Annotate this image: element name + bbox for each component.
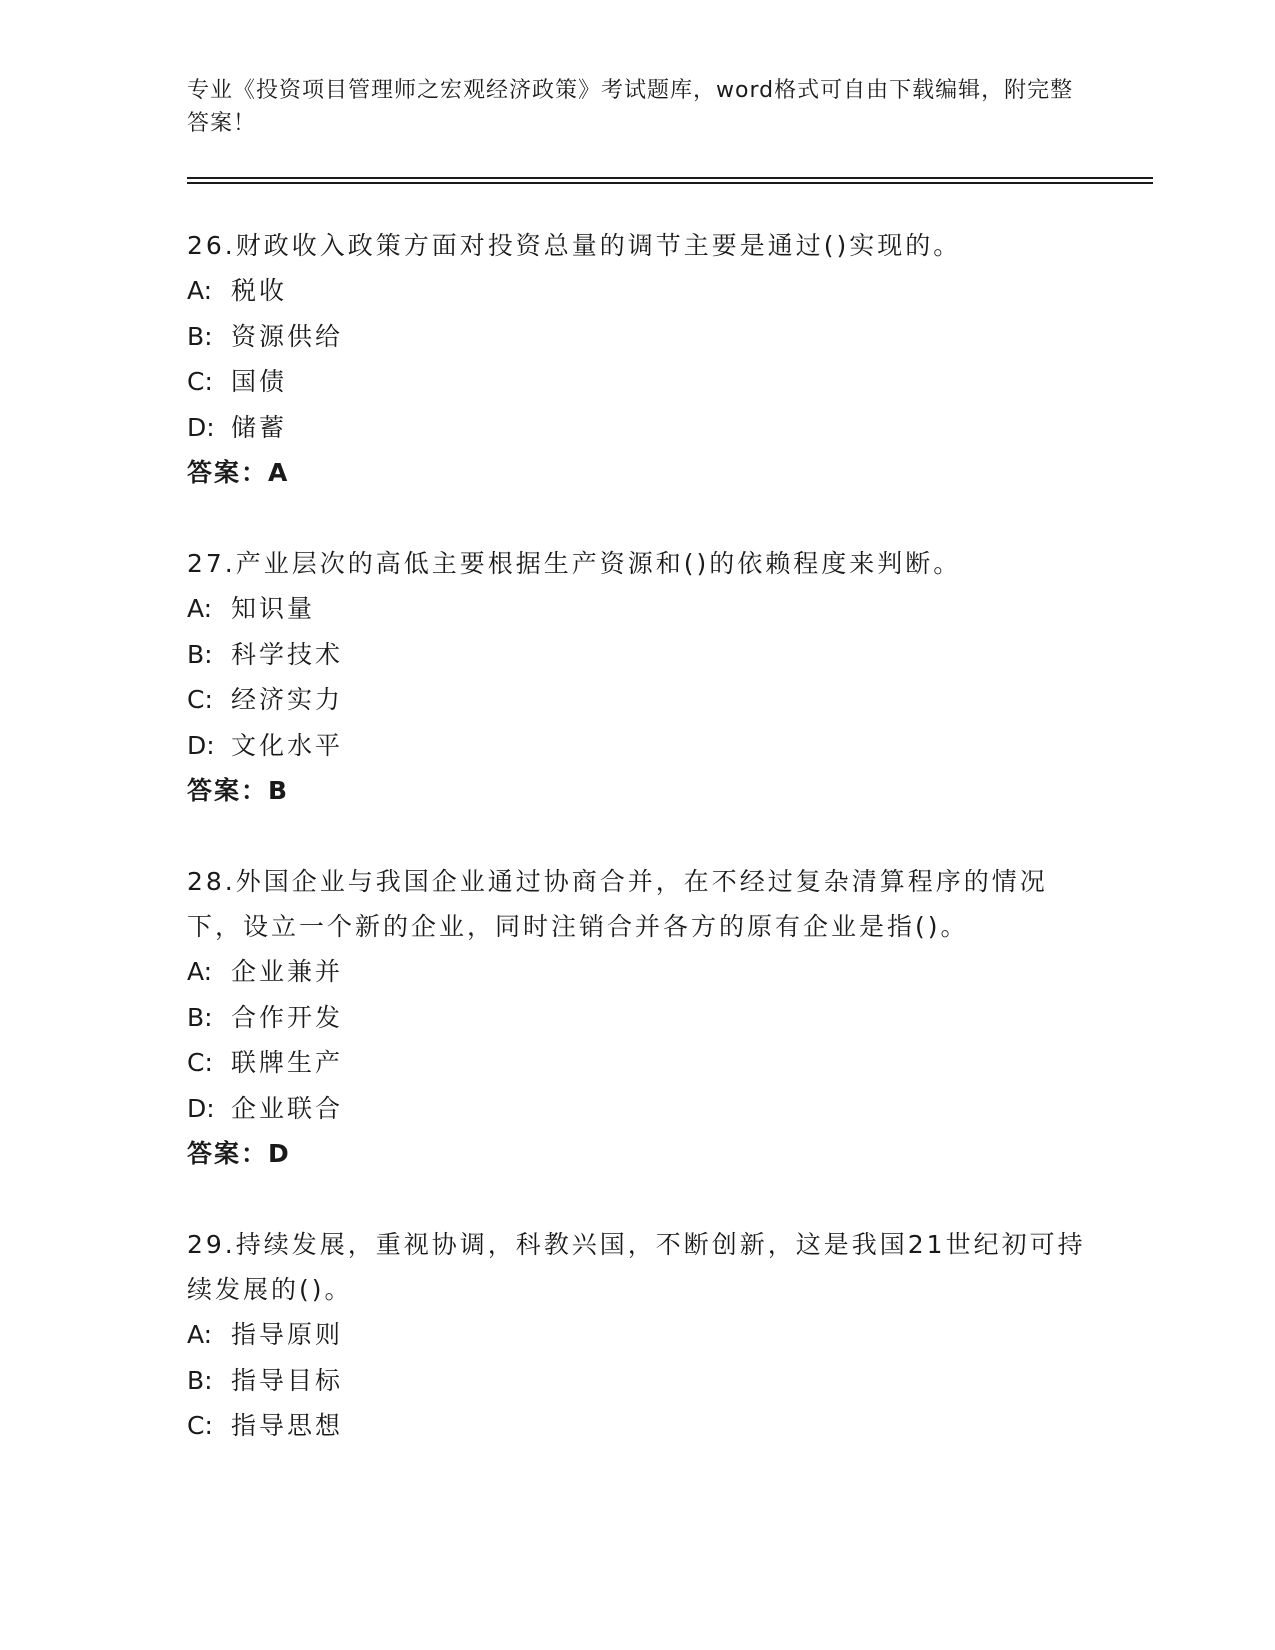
question-stem: 26.财政收入政策方面对投资总量的调节主要是通过()实现的。 bbox=[187, 231, 962, 260]
option-d bbox=[187, 405, 1087, 451]
option-key: C: bbox=[187, 1048, 213, 1077]
option-key: A: bbox=[187, 957, 213, 986]
option-key: C: bbox=[187, 367, 213, 396]
option-key: B: bbox=[187, 639, 213, 669]
option-key: C: bbox=[187, 1411, 213, 1440]
option-key: B: bbox=[187, 1002, 213, 1032]
option-c bbox=[187, 1403, 1087, 1449]
option-text: 合作开发 bbox=[231, 1002, 344, 1032]
option-text: 企业联合 bbox=[231, 1093, 344, 1123]
question-26 bbox=[187, 223, 1087, 496]
option-a bbox=[187, 586, 1087, 632]
option-text: 知识量 bbox=[231, 594, 316, 623]
header-divider-bottom bbox=[187, 182, 1153, 184]
option-c bbox=[187, 359, 1087, 405]
question-stem: 27.产业层次的高低主要根据生产资源和()的依赖程度来判断。 bbox=[187, 549, 962, 578]
option-b bbox=[187, 632, 1087, 678]
option-text: 国债 bbox=[231, 367, 288, 396]
option-text: 科学技术 bbox=[231, 639, 344, 669]
option-c bbox=[187, 677, 1087, 723]
option-key: B: bbox=[187, 1365, 213, 1395]
question-stem: 29.持续发展，重视协调，科教兴国，不断创新，这是我国21世纪初可持续发展的()。 bbox=[187, 1230, 1086, 1304]
question-27 bbox=[187, 541, 1087, 814]
option-text: 储蓄 bbox=[231, 412, 288, 442]
option-a bbox=[187, 268, 1087, 314]
option-text: 经济实力 bbox=[231, 685, 344, 714]
option-key: A: bbox=[187, 594, 213, 623]
option-b bbox=[187, 995, 1087, 1041]
question-29 bbox=[187, 1222, 1087, 1449]
answer-line: 答案：D bbox=[187, 1139, 291, 1168]
option-d bbox=[187, 723, 1087, 769]
document-header-intro: 专业《投资项目管理师之宏观经济政策》考试题库，word格式可自由下载编辑，附完整答案！ bbox=[187, 78, 1074, 136]
option-a bbox=[187, 949, 1087, 995]
option-b bbox=[187, 314, 1087, 360]
answer-line: 答案：A bbox=[187, 458, 290, 487]
option-a bbox=[187, 1312, 1087, 1358]
option-key: A: bbox=[187, 1320, 213, 1349]
option-text: 税收 bbox=[231, 276, 288, 305]
option-key: C: bbox=[187, 685, 213, 714]
answer-line: 答案：B bbox=[187, 776, 290, 805]
option-key: D: bbox=[187, 1093, 215, 1123]
option-key: B: bbox=[187, 321, 213, 351]
option-text: 文化水平 bbox=[231, 730, 344, 760]
option-text: 企业兼并 bbox=[231, 957, 344, 986]
option-c bbox=[187, 1040, 1087, 1086]
option-key: D: bbox=[187, 730, 215, 760]
question-stem: 28.外国企业与我国企业通过协商合并，在不经过复杂清算程序的情况下，设立一个新的企业，同时注销合并各方的原有企业是指()。 bbox=[187, 867, 1048, 941]
option-key: A: bbox=[187, 276, 213, 305]
header-divider-top bbox=[187, 177, 1153, 179]
option-text: 指导思想 bbox=[231, 1411, 344, 1440]
option-text: 指导目标 bbox=[231, 1365, 344, 1395]
option-text: 资源供给 bbox=[231, 321, 344, 351]
option-key: D: bbox=[187, 412, 215, 442]
question-28 bbox=[187, 859, 1087, 1177]
option-text: 联牌生产 bbox=[231, 1048, 344, 1077]
option-d bbox=[187, 1086, 1087, 1132]
option-b bbox=[187, 1358, 1087, 1404]
option-text: 指导原则 bbox=[231, 1320, 344, 1349]
